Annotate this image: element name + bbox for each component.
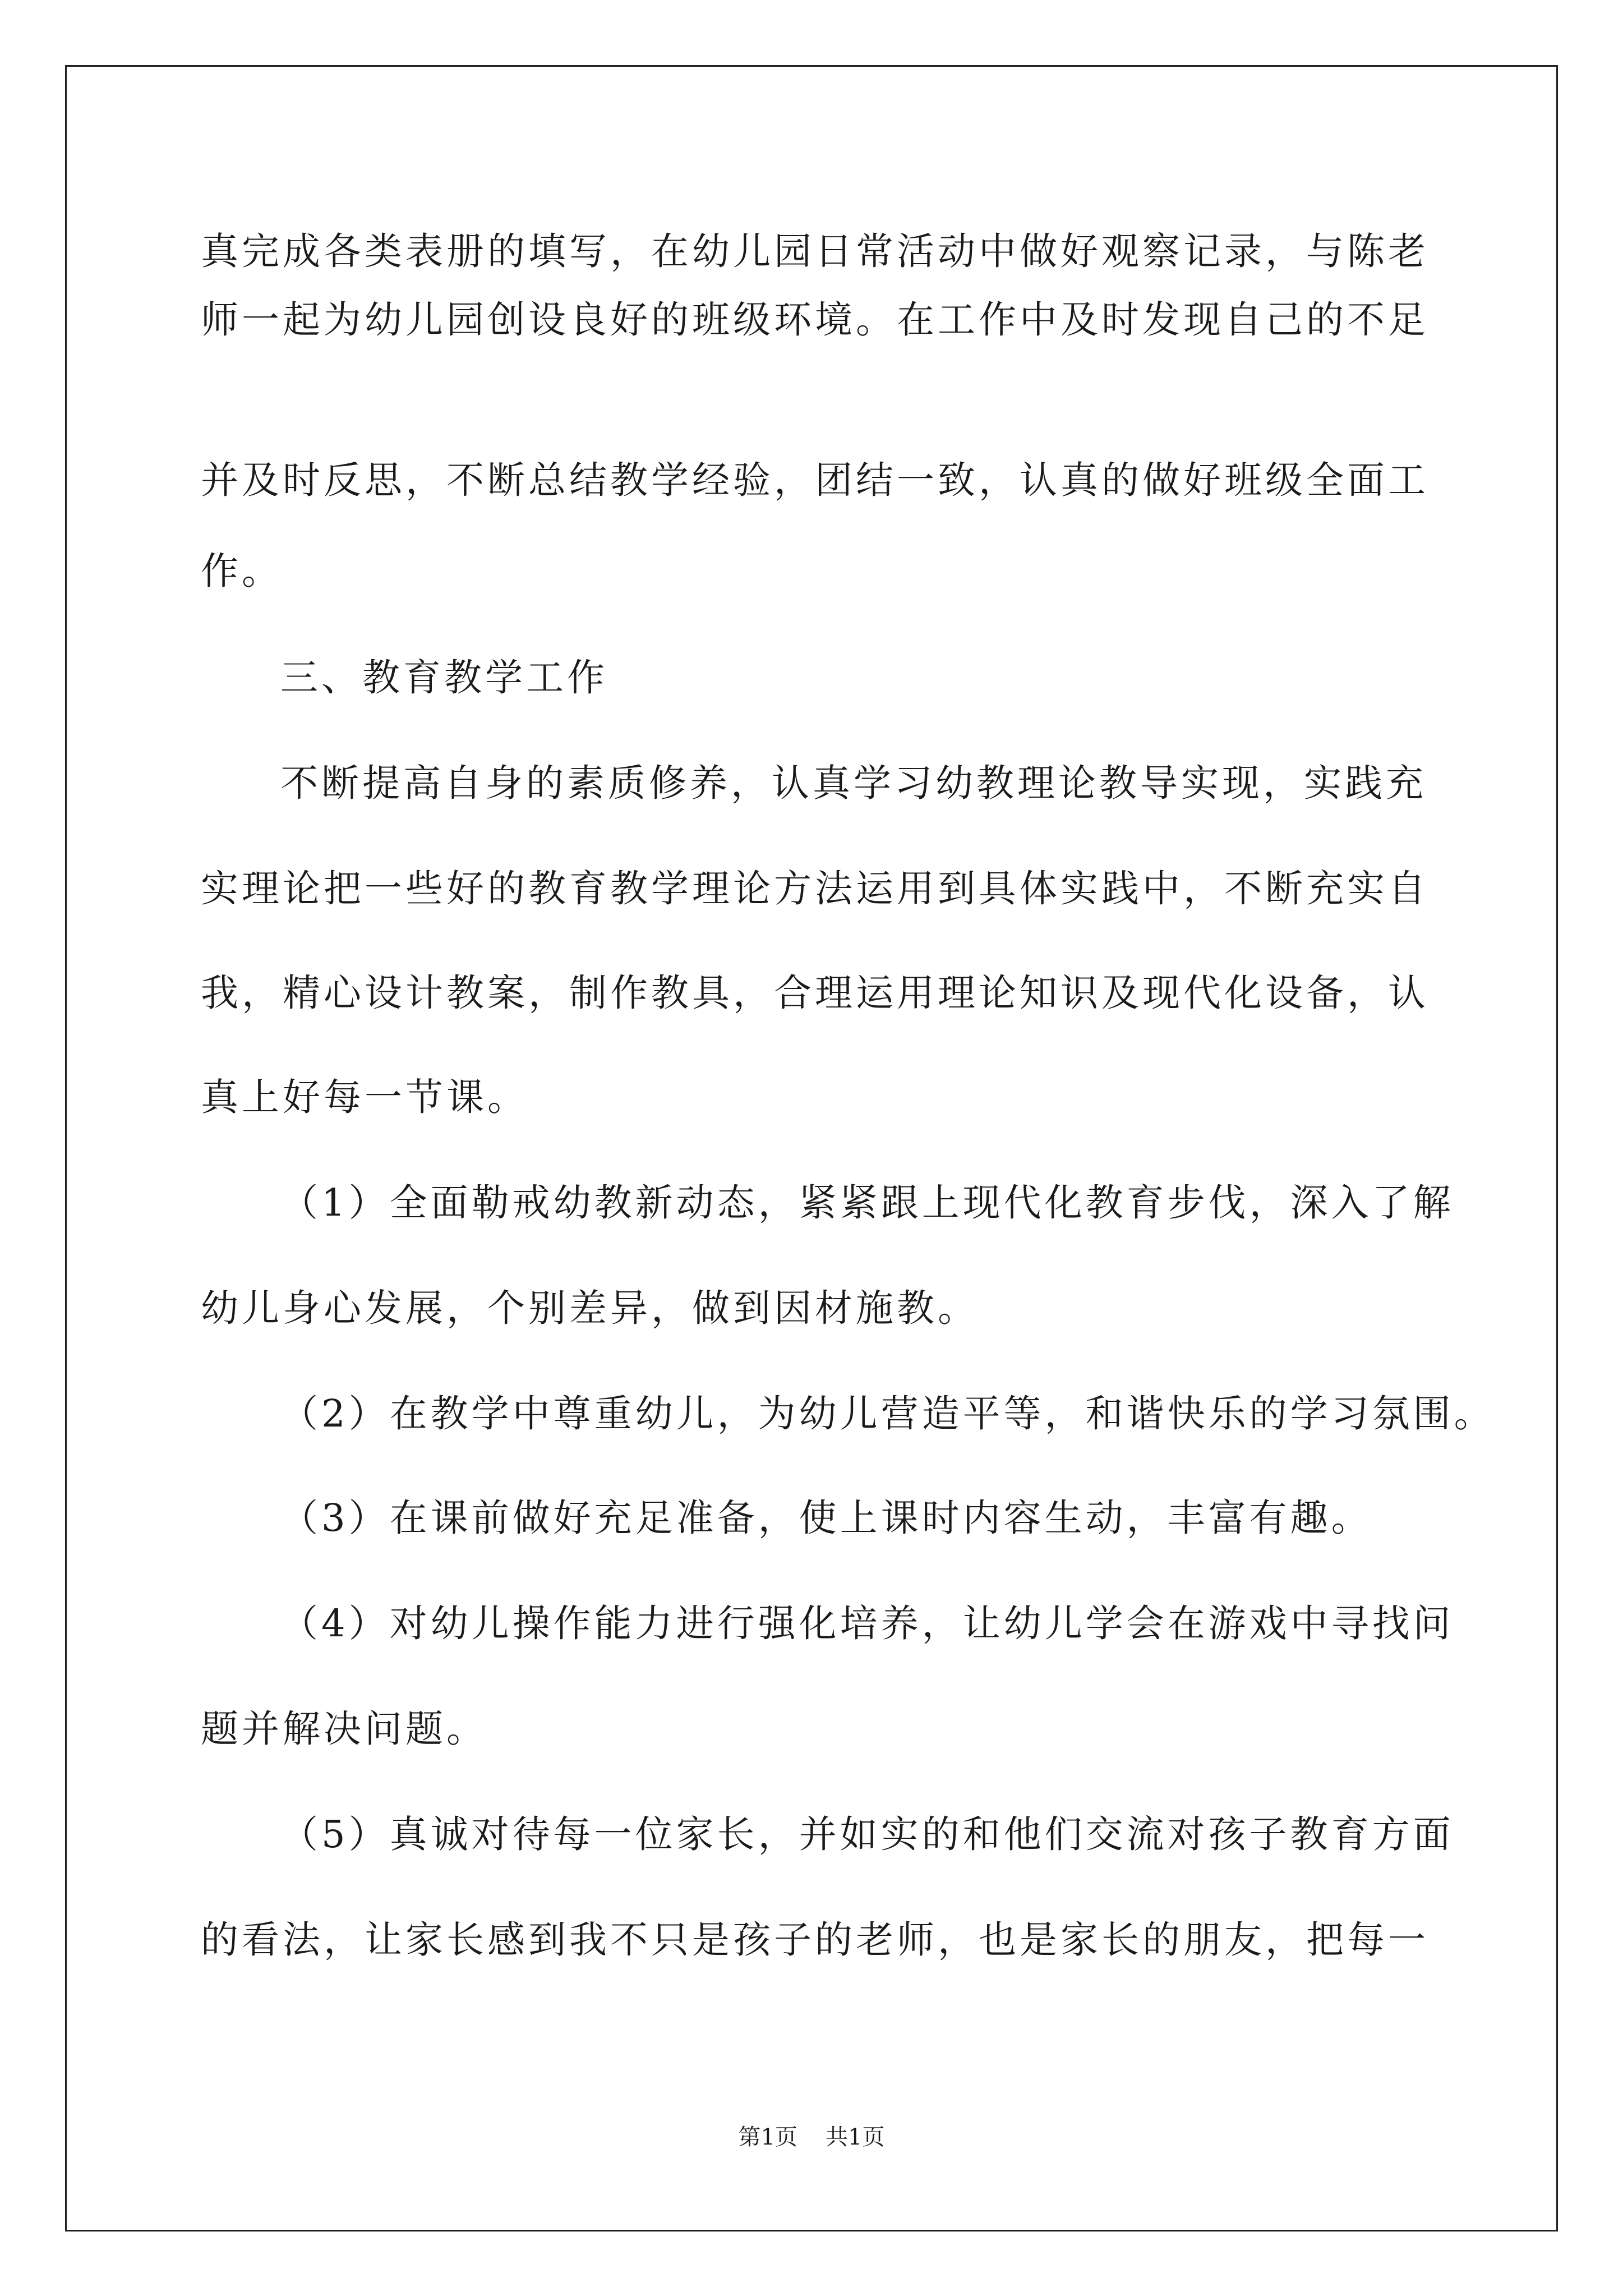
text-line: 并及时反思，不断总结教学经验，团结一致，认真的做好班级全面工 [201,458,1429,502]
text-line: 师一起为幼儿园创设良好的班级环境。在工作中及时发现自己的不足 [201,298,1429,342]
text-line: 幼儿身心发展，个别差异，做到因材施教。 [201,1286,979,1330]
list-item-4: （4）对幼儿操作能力进行强化培养，让幼儿学会在游戏中寻找问 [280,1602,1454,1645]
page-number: 第1页 [738,2124,797,2150]
text-line: 的看法，让家长感到我不只是孩子的老师，也是家长的朋友，把每一 [201,1918,1429,1962]
text-line: 真上好每一节课。 [201,1075,528,1119]
list-item-5: （5）真诚对待每一位家长，并如实的和他们交流对孩子教育方面 [280,1812,1454,1856]
page-border [65,65,1558,2231]
text-line: 题并解决问题。 [201,1707,487,1751]
text-line: 我，精心设计教案，制作教具，合理运用理论知识及现代化设备，认 [201,971,1429,1015]
total-pages: 共1页 [826,2124,885,2150]
page-footer [0,2124,1623,2151]
text-line: 作。 [201,549,283,593]
list-item-3: （3）在课前做好充足准备，使上课时内容生动，丰富有趣。 [280,1496,1372,1540]
text-line: 真完成各类表册的填写，在幼儿园日常活动中做好观察记录，与陈老 [201,229,1429,273]
text-line: 实理论把一些好的教育教学理论方法运用到具体实践中，不断充实自 [201,867,1429,910]
list-item-1: （1）全面勒戒幼教新动态，紧紧跟上现代化教育步伐，深入了解 [280,1181,1454,1225]
section-heading: 三、教育教学工作 [280,656,608,700]
list-item-2: （2）在教学中尊重幼儿，为幼儿营造平等，和谐快乐的学习氛围。 [280,1392,1495,1435]
text-line: 不断提高自身的素质修养，认真学习幼教理论教导实现，实践充 [280,761,1427,805]
